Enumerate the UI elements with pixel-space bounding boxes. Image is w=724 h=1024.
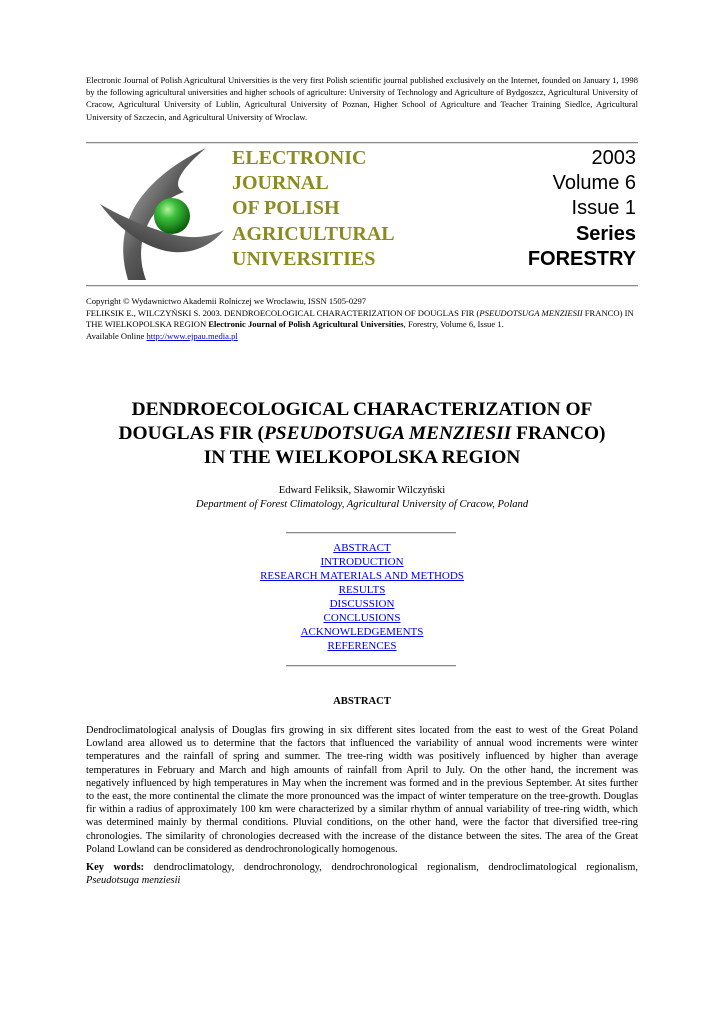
title-text: FRANCO) — [511, 423, 606, 444]
issue-number: Issue 1 — [571, 197, 636, 220]
series-label: Series — [575, 222, 636, 245]
citation-block — [86, 296, 638, 342]
article-title — [86, 398, 638, 470]
keywords — [86, 861, 638, 887]
keywords-text: dendroclimatology, dendrochronology, dendrochronological regionalism, dendroclimatological regionalism, — [144, 862, 638, 873]
toc-link-materials-methods[interactable]: RESEARCH MATERIALS AND METHODS — [260, 570, 464, 582]
abstract-text: Dendroclimatological analysis of Douglas firs growing in six different sites located from the east to west of the Great Poland Lowland area allowed us to determine that the factors that influenced the variability of annual wood increments were winter temperatures and the rainfall of spring and summer. The tree-ring width was positively influenced by higher than average temperatures in February and March and high amounts of rainfall from April to July. On the other hand, the increment was negatively influenced by high temperatures in May when the increment was formed and in the previous September. At sites further to the east, the more continental the climate the more pronounced was the impact of winter temperature on the tree-growth. Douglas fir within a radius of approximately 100 km were characterized by a similar rhythm of annual variability of tree-ring width, which was determined mainly by thermal conditions. Pluvial conditions, on the other hand, were the factor that diversified tree-ring chronologies. The similarity of chronologies decreased with the increase of the distance between the sites. The area of the Great Poland Lowland can be considered as dendrochronologically homogenous. — [86, 725, 638, 855]
ejpau-logo — [88, 146, 226, 282]
table-of-contents — [86, 541, 638, 653]
available-label: Available Online — [86, 330, 147, 341]
divider — [286, 665, 456, 667]
keywords-species: Pseudotsuga menziesii — [86, 875, 181, 887]
available-online — [86, 331, 638, 343]
issue-year: 2003 — [591, 147, 636, 169]
title-text: DOUGLAS FIR ( — [118, 423, 264, 444]
issue-volume: Volume 6 — [552, 172, 636, 195]
citation-authors: FELIKSIK E., WILCZYŃSKI S. 2003. DENDROECOLOGICAL CHARACTERIZATION OF DOUGLAS FIR ( — [86, 307, 480, 318]
affiliation: Department of Forest Climatology, Agricultural University of Cracow, Poland — [195, 499, 529, 510]
toc-link-acknowledgements[interactable]: ACKNOWLEDGEMENTS — [300, 626, 424, 638]
title-line — [86, 422, 638, 446]
keywords-label: Key words: — [86, 862, 145, 873]
journal-title — [232, 146, 395, 272]
title-line: IN THE WIELKOPOLSKA REGION — [203, 447, 521, 468]
author-block — [86, 484, 638, 512]
divider — [86, 142, 638, 144]
journal-title-line: OF POLISH — [232, 197, 340, 220]
abstract-heading: ABSTRACT — [333, 696, 391, 707]
citation-title-end: FRANCO) IN THE WIELKOPOLSKA REGION — [86, 307, 634, 329]
copyright-line: Copyright © Wydawnictwo Akademii Rolniczej we Wroclawiu, ISSN 1505-0297 — [86, 296, 367, 306]
journal-title-line: AGRICULTURAL — [232, 222, 395, 245]
journal-title-line: UNIVERSITIES — [232, 247, 376, 270]
title-line: DENDROECOLOGICAL CHARACTERIZATION OF — [131, 399, 593, 420]
toc-link-introduction[interactable]: INTRODUCTION — [320, 556, 404, 568]
toc-link-abstract[interactable]: ABSTRACT — [333, 542, 391, 554]
toc-link-conclusions[interactable]: CONCLUSIONS — [323, 612, 401, 624]
toc-link-results[interactable]: RESULTS — [338, 584, 386, 596]
citation-species: PSEUDOTSUGA MENZIESII — [479, 307, 583, 318]
toc-link-discussion[interactable]: DISCUSSION — [329, 598, 395, 610]
series-name: FORESTRY — [527, 247, 636, 270]
authors: Edward Feliksik, Sławomir Wilczyński — [278, 485, 446, 496]
journal-title-line: ELECTRONIC — [232, 147, 367, 169]
title-species: PSEUDOTSUGA MENZIESII — [263, 423, 512, 444]
citation-journal: Electronic Journal of Polish Agricultural Universities — [208, 319, 404, 329]
journal-title-line: JOURNAL — [232, 172, 329, 195]
citation-issue: , Forestry, Volume 6, Issue 1. — [403, 319, 504, 329]
citation-text — [86, 308, 638, 331]
issue-info — [528, 146, 636, 272]
divider — [86, 285, 638, 287]
journal-intro: Electronic Journal of Polish Agricultural Universities is the very first Polish scientific journal published exclusively on the Internet, founded on January 1, 1998 by the following agricultural universities and higher schools of agriculture: University of Technology and Agriculture of Bydgoszcz, Agricultural University of Cracow, Agricultural University of Lublin, Agricultural University of Poznan, Higher School of Agriculture and Teacher Training Siedlce, Agricultural University of Szczecin, and Agricultural University of Wroclaw. — [86, 75, 638, 122]
divider — [286, 532, 456, 534]
toc-link-references[interactable]: REFERENCES — [327, 640, 397, 652]
journal-url-link[interactable]: http://www.ejpau.media.pl — [146, 330, 238, 341]
